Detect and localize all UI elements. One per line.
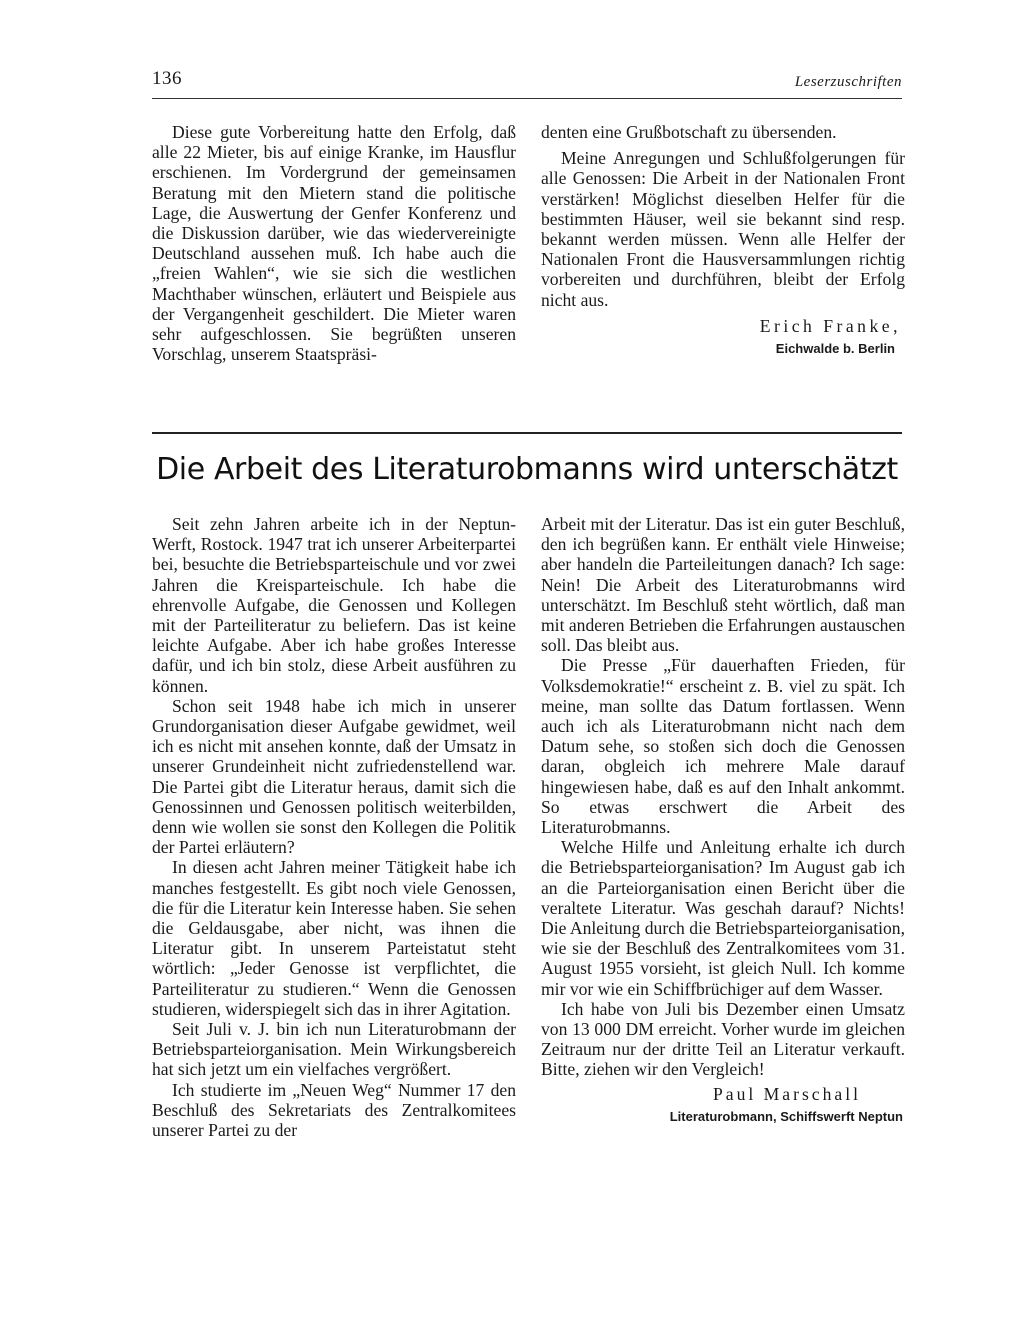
- article-title: Die Arbeit des Literaturobmanns wird unterschätzt: [156, 452, 898, 487]
- letter2-paragraph: Die Presse „Für dauerhaften Frieden, für Volksdemokratie!“ erscheint z. B. viel zu spät. Ich meine, man sollte das Datum fortlassen. Wenn auch ich als Literaturobmann nicht nach dem Datum sehe, so stoßen sich doch die Genossen daran, obgleich ich mehrere Male darauf hingewiesen habe, daß es auf den Inhalt ankommt. So etwas erschwert die Arbeit des Literaturobmanns.: [541, 655, 905, 838]
- letter2-paragraph: Seit Juli v. J. bin ich nun Literaturobmann der Betriebsparteiorganisation. Mein Wirkungsbereich hat sich jetzt um ein vielfaches vergrößert.: [152, 1019, 516, 1080]
- header-rule: [152, 98, 902, 99]
- letter2-paragraph: Ich studierte im „Neuen Weg“ Nummer 17 den Beschluß des Sekretariats des Zentralkomitees unserer Partei zu der: [152, 1079, 516, 1141]
- letter1-right-column: [541, 122, 905, 359]
- letter1-paragraph: Meine Anregungen und Schlußfolgerungen für alle Genossen: Die Arbeit in der Nationalen Front verstärken! Möglichst dieselben Helfer für die bestimmten Häuser, weil sie bekannt sind resp. bekannt werden müssen. Wenn alle Helfer der Nationalen Front die Hausversammlungen richtig vorbereiten und durchführen, bleibt der Erfolg nicht aus.: [541, 148, 905, 310]
- letter1-signature-place: Eichwalde b. Berlin: [775, 341, 895, 357]
- letter2-signature-name: Paul Marschall: [712, 1083, 861, 1104]
- letter1-continuation: denten eine Grußbotschaft zu übersenden.: [541, 122, 837, 142]
- letter2-paragraph: In diesen acht Jahren meiner Tätigkeit habe ich manches festgestellt. Es gibt noch viele Genossen, die für die Literatur kein Interesse haben. Sie sehen die Geldausgabe, aber nicht, was ihnen die Literatur gibt. In unserem Parteistatut steht wörtlich: „Jeder Genosse ist verpflichtet, die Parteiliteratur zu studieren.“ Wenn die Genossen studieren, widerspiegelt sich das in ihrer Agitation.: [152, 857, 516, 1019]
- letter2-left-column: [152, 514, 516, 1140]
- letter2-paragraph: Ich habe von Juli bis Dezember einen Umsatz von 13 000 DM erreicht. Vorher wurde im gleichen Zeitraum nur der dritte Teil an Literatur verkauft. Bitte, ziehen wir den Vergleich!: [541, 998, 905, 1080]
- running-head: Leserzuschriften: [794, 74, 902, 90]
- letter2-paragraph: Schon seit 1948 habe ich mich in unserer Grundorganisation dieser Aufgabe gewidmet, weil ich es nicht mit ansehen konnte, daß der Umsatz in unserer Grundeinheit nicht zufriedenstellend war. Die Partei gibt die Literatur heraus, damit sich die Genossinnen und Genossen politisch weiterbilden, denn wie wollen sie sonst den Kollegen die Politik der Partei erläutern?: [152, 695, 516, 858]
- letter2-paragraph: Seit zehn Jahren arbeite ich in der Neptun-Werft, Rostock. 1947 trat ich unserer Arbeiterpartei bei, besuchte die Betriebsparteischule und vor zwei Jahren die Kreisparteischule. Ich habe die ehrenvolle Aufgabe, die Genossen und Kollegen mit der Parteiliteratur zu beliefern. Das ist keine leichte Aufgabe. Aber ich habe großes Interesse dafür, und ich bin stolz, diese Arbeit ausführen zu können.: [152, 514, 516, 696]
- letter2-paragraph: Welche Hilfe und Anleitung erhalte ich durch die Betriebsparteiorganisation? Im August gab ich an die Parteiorganisation einen Bericht über die veraltete Literatur. Was geschah darauf? Nichts! Die Anleitung durch die Betriebsparteiorganisation, wie sie der Beschluß des Zentralkomitees vom 31. August 1955 vorsieht, ist gleich Null. Ich komme mir vor wie ein Schiffbrüchiger auf dem Wasser.: [541, 837, 905, 999]
- letter1-signature-name: Erich Franke,: [759, 315, 901, 336]
- letter2-signature-role: Literaturobmann, Schiffswerft Neptun: [669, 1108, 903, 1124]
- letter1-paragraph: Diese gute Vorbereitung hatte den Erfolg, daß alle 22 Mieter, bis auf einige Kranke, im Hausflur erschienen. Im Vordergrund der gemeinsamen Beratung mit den Mietern stand die politische Lage, die Auswertung der Genfer Konferenz und die Diskussion darüber, wie das wiedervereinigte Deutschland aussehen muß. Ich habe auch die „freien Wahlen“, wie sie sich die westlichen Machthaber wünschen, erläutert und Beispiele aus der Vergangenheit geschildert. Die Mieter waren sehr aufgeschlossen. Sie begrüßten unseren Vorschlag, unserem Staatspräsi-: [152, 122, 516, 365]
- letter2-continuation: Arbeit mit der Literatur. Das ist ein guter Beschluß, den ich begrüßen kann. Er enthält viele Hinweise; aber handeln die Parteileitungen danach? Ich sage: Nein! Die Arbeit des Literaturobmanns wird unterschätzt. Im Beschluß steht wörtlich, daß man mit anderen Betrieben die Erfahrungen austauschen soll. Das bleibt aus.: [541, 514, 905, 656]
- letter2-right-column: [541, 514, 905, 1127]
- page-number: 136: [152, 68, 182, 89]
- section-divider: [152, 432, 902, 434]
- letter1-left-column: [152, 122, 516, 364]
